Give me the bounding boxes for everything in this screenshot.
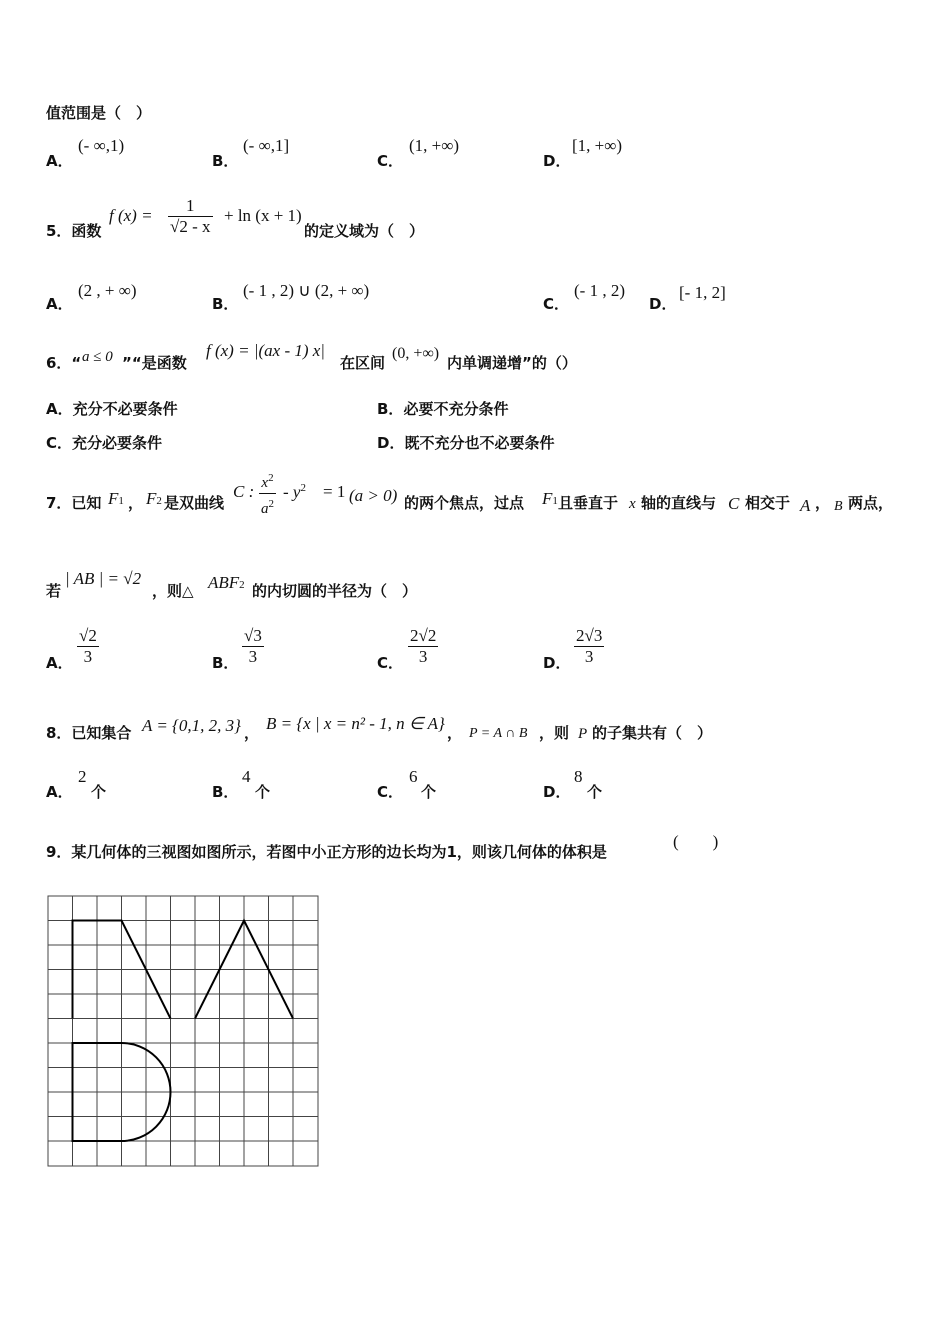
q8-option-a-value: 2 <box>78 767 87 786</box>
q7-option-d-den: 3 <box>584 647 594 666</box>
q8-comma-2: ， <box>447 724 463 742</box>
q8-comma: ， <box>244 724 260 742</box>
q7-option-b-den: 3 <box>248 647 258 666</box>
option-d-value: [1, +∞) <box>572 136 623 155</box>
q7-x2-over-a2 <box>259 468 276 519</box>
question-5-number: 5．函数 <box>46 222 102 240</box>
q7-f1b-sub: 1 <box>552 495 558 507</box>
q6-option-a-label: A． <box>46 400 73 418</box>
q6-zone-text: 在区间 <box>340 354 386 372</box>
q8-option-b-unit: 个 <box>255 783 271 801</box>
q7-a2-a: a <box>261 501 269 517</box>
option-b-value: (- ∞,1] <box>243 136 290 155</box>
q7-triangle-name: ABF <box>208 573 240 592</box>
q5-option-b-label: B． <box>212 295 239 313</box>
q8-set-a: A = {0,1, 2, 3} <box>142 716 241 735</box>
q7-focus-f1-again <box>542 489 558 509</box>
q7-option-b-value <box>242 626 264 667</box>
q7-f1b-letter: F <box>542 489 553 508</box>
q6-function: f (x) = |(ax - 1) x| <box>206 341 325 360</box>
q6-option-d <box>377 432 554 453</box>
q7-equals-one: = 1 <box>323 482 346 501</box>
q7-x2-exp: 2 <box>268 472 274 484</box>
q7-triangle <box>208 573 245 593</box>
q7-y-exp: 2 <box>300 482 306 494</box>
q7-a2-exp: 2 <box>268 498 274 510</box>
q5-option-b-value: (- 1 , 2) ∪ (2, + ∞) <box>243 281 370 300</box>
q7-x2-x: x <box>261 475 269 491</box>
q7-then: ，则△ <box>152 582 194 600</box>
question-9-stem: 9．某几何体的三视图如图所示，若图中小正方形的边长均为1，则该几何体的体积是 <box>46 843 607 861</box>
q7-option-a-value <box>77 626 99 667</box>
q6-option-c-label: C． <box>46 434 73 452</box>
q7-option-c-label: C． <box>377 654 404 672</box>
q7-minus-y <box>283 482 306 503</box>
q7-focus-f2 <box>146 489 162 509</box>
q7-option-d-frac <box>574 626 604 667</box>
question-7-number: 7．已知 <box>46 494 102 512</box>
q6-option-d-label: D． <box>377 434 405 452</box>
three-view-figure <box>47 895 321 1170</box>
q7-option-a-frac <box>77 626 99 667</box>
q8-option-d-value: 8 <box>574 767 583 786</box>
q7-f2-sub: 2 <box>156 495 162 507</box>
q8-option-b-value: 4 <box>242 767 251 786</box>
figure-grid <box>48 896 318 1166</box>
q8-option-d-label: D． <box>543 783 571 801</box>
q6-option-c <box>46 432 162 453</box>
q7-is-text: 是双曲线 <box>164 494 225 512</box>
q8-tail: 的子集共有（ ） <box>592 724 713 742</box>
q7-ab-length: | AB | = √2 <box>65 569 142 588</box>
q7-option-d-value <box>574 626 604 667</box>
q7-text-1: 的两个焦点，过点 <box>404 494 525 512</box>
q8-then: ，则 <box>539 724 570 742</box>
q7-option-d-label: D． <box>543 654 571 672</box>
q7-option-a-label: A． <box>46 654 73 672</box>
q5-fraction <box>168 196 213 237</box>
q7-text-5: 两点， <box>848 494 894 512</box>
q5-option-d-value: [- 1, 2] <box>679 283 726 302</box>
q7-x-axis: x <box>629 496 636 512</box>
q7-triangle-sub: 2 <box>239 579 245 591</box>
q6-option-d-value: 既不充分也不必要条件 <box>404 434 555 452</box>
q5-fraction-numerator: 1 <box>168 196 213 217</box>
q7-a2 <box>259 494 276 519</box>
q5-tail: 的定义域为（ ） <box>304 222 425 240</box>
q5-function-rhs: + ln (x + 1) <box>224 206 302 225</box>
q7-sep: ， <box>815 494 831 512</box>
q7-text-2: 且垂直于 <box>558 494 619 512</box>
q7-point-b: B <box>834 499 843 514</box>
question-8-number: 8．已知集合 <box>46 724 132 742</box>
q5-option-c-label: C． <box>543 295 570 313</box>
q6-interval: (0, +∞) <box>392 345 440 362</box>
option-c-value: (1, +∞) <box>409 136 460 155</box>
q8-p: P <box>578 726 588 742</box>
q7-option-c-den: 3 <box>418 647 428 666</box>
q6-option-b <box>377 398 508 419</box>
q5-option-a-value: (2 , + ∞) <box>78 281 137 300</box>
option-a-label: A． <box>46 152 73 170</box>
q7-text-3: 轴的直线与 <box>641 494 717 512</box>
q7-if: 若 <box>46 582 62 600</box>
q7-hyperbola-fraction <box>259 468 276 519</box>
q7-curve-c-again: C <box>728 494 740 513</box>
option-a-value: (- ∞,1) <box>78 136 125 155</box>
q6-option-b-label: B． <box>377 400 404 418</box>
q7-x2 <box>259 468 276 494</box>
q7-comma: ， <box>128 494 144 512</box>
q7-option-a-num: √2 <box>79 626 97 645</box>
q5-function-lhs: f (x) = <box>109 206 153 225</box>
q8-option-a-unit: 个 <box>91 783 107 801</box>
q7-option-c-value <box>408 626 438 667</box>
q7-curve-c: C : <box>233 482 255 501</box>
question-4-tail: 值范围是（ ） <box>46 104 152 122</box>
q8-option-c-label: C． <box>377 783 404 801</box>
q7-condition: (a > 0) <box>349 486 398 505</box>
q5-option-d-label: D． <box>649 295 677 313</box>
q9-answer-paren: ( ) <box>673 832 719 851</box>
q7-option-b-num: √3 <box>244 626 262 645</box>
q7-option-c-num: 2√2 <box>410 626 437 645</box>
q6-option-b-value: 必要不充分条件 <box>403 400 509 418</box>
q8-option-a-label: A． <box>46 783 73 801</box>
q7-f1-letter: F <box>108 489 119 508</box>
q6-tail: 内单调递增”的（） <box>447 354 577 372</box>
q7-tail: 的内切圆的半径为（ ） <box>252 582 418 600</box>
grid-border <box>48 896 318 1166</box>
q6-mid-text: ”“是函数 <box>122 354 187 372</box>
q6-option-c-value: 充分必要条件 <box>72 434 163 452</box>
q7-option-a-den: 3 <box>83 647 93 666</box>
q7-f1-sub: 1 <box>118 495 124 507</box>
q8-set-p: P = A ∩ B <box>469 726 528 741</box>
option-b-label: B． <box>212 152 239 170</box>
q7-focus-f1 <box>108 489 124 509</box>
option-c-label: C． <box>377 152 404 170</box>
q5-fraction-denominator: √2 - x <box>170 217 211 236</box>
q8-option-b-label: B． <box>212 783 239 801</box>
q7-option-c-frac <box>408 626 438 667</box>
q8-option-c-unit: 个 <box>421 783 437 801</box>
q8-option-c-value: 6 <box>409 767 418 786</box>
q7-option-b-frac <box>242 626 264 667</box>
q6-option-a-value: 充分不必要条件 <box>72 400 178 418</box>
q7-text-4: 相交于 <box>745 494 791 512</box>
question-6-number: 6．“ <box>46 354 82 372</box>
q6-condition: a ≤ 0 <box>82 349 113 365</box>
q7-option-b-label: B． <box>212 654 239 672</box>
q6-option-a <box>46 398 178 419</box>
q5-option-c-value: (- 1 , 2) <box>574 281 625 300</box>
question-5-stem <box>46 196 425 246</box>
q7-minus-y-text: - y <box>283 482 301 502</box>
q7-point-a: A <box>800 496 811 515</box>
q8-option-d-unit: 个 <box>587 783 603 801</box>
q7-f2-letter: F <box>146 489 157 508</box>
q7-option-d-num: 2√3 <box>576 626 603 645</box>
q8-set-b: B = {x | x = n² - 1, n ∈ A} <box>266 714 445 733</box>
q5-option-a-label: A． <box>46 295 73 313</box>
option-d-label: D． <box>543 152 571 170</box>
